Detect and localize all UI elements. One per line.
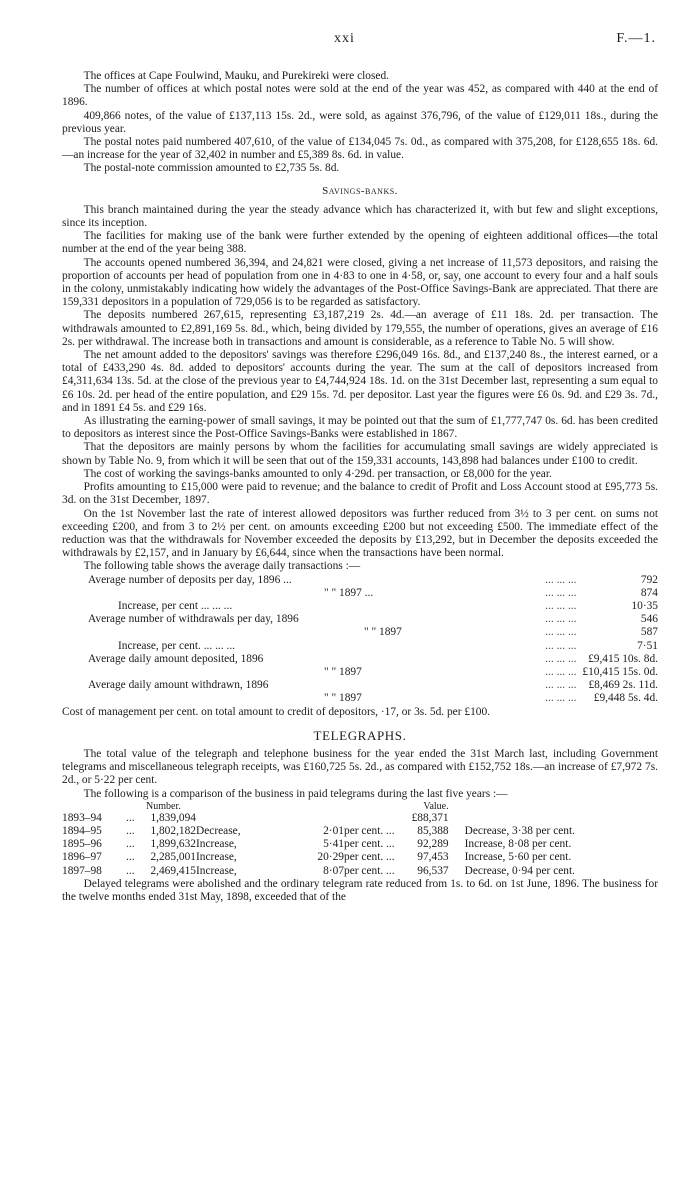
leader-dots-cell: ...	[126, 851, 135, 864]
row-label: Average daily amount withdrawn, 1896	[88, 679, 269, 692]
table-row	[62, 825, 632, 838]
percent-cell: 20·29	[317, 851, 344, 864]
leader-dots: ... ... ...	[545, 665, 577, 678]
value-change-cell	[449, 812, 632, 825]
number-cell: 2,285,001	[150, 851, 196, 864]
value-percent-suffix: per cent.	[535, 824, 576, 837]
paragraph: As illustrating the earning-power of small savings, it may be pointed out that the sum of £1,777,747 0s. 6d. has been credited to depositors as interest since the Post-Office Savings-Banks were established in 1867.	[62, 415, 658, 441]
value-change-label: Decrease,	[464, 824, 510, 837]
year-cell: 1895–96	[62, 838, 102, 851]
table-row	[62, 865, 632, 878]
table-row	[88, 600, 658, 613]
row-value: 587	[640, 626, 658, 639]
change-cell: Increase,	[196, 851, 237, 864]
value-percent-suffix: per cent.	[532, 838, 572, 851]
leader-dots: ... ... ...	[545, 626, 577, 639]
paragraph: The offices at Cape Foulwind, Mauku, and Purekireki were closed.	[83, 70, 390, 82]
table-header-row	[62, 801, 632, 812]
table-row	[88, 666, 658, 679]
percent-cell: 2·01	[323, 824, 344, 837]
cost-of-management-line: Cost of management per cent. on total amount to credit of depositors, ·17, or 3s. 5d. per £100.	[62, 705, 491, 718]
table-row	[88, 653, 658, 666]
number-cell: 1,839,094	[150, 811, 196, 824]
column-header-number: Number.	[146, 800, 181, 812]
row-label: Average number of deposits per day, 1896 ...	[88, 573, 292, 586]
row-value: 10·35	[631, 599, 658, 612]
value-change-percent: 5·60	[508, 851, 530, 864]
number-cell: 2,469,415	[150, 864, 196, 877]
document-page	[62, 32, 658, 904]
percent-suffix-cell: per cent. ...	[344, 851, 395, 864]
paragraph: The postal notes paid numbered 407,610, of the value of £134,045 7s. 0d., as compared with 375,208, for £128,655 18s. 6d.—an increase for the year of 32,402 in number and £5,389 8s. 6d. in value.	[62, 136, 658, 162]
row-label: Increase, per cent. ... ... ...	[118, 639, 236, 652]
leader-dots-cell: ...	[126, 864, 135, 877]
paragraph: The deposits numbered 267,615, representing £3,187,219 2s. 4d.—an average of £11 18s. 2d. per transaction. The withdrawals amounted to £2,891,169 5s. 8d., which, being divided by 179,555, the number of operations, gives an average of £16 2s. per withdrawal. The increase both in transactions and amount is considerable, as a reference to Table No. 5 will show.	[62, 309, 658, 348]
year-cell: 1896–97	[62, 851, 102, 864]
paragraph: The accounts opened numbered 36,394, and 24,821 were closed, giving a net increase of 11,573 depositors, and raising the proportion of accounts per head of population from one in 4·83 to one in 4·58, or, say, one account to every four and a half souls in the colony, unmistakably indicating how widely the advantages of the Post-Office Savings-Bank are appreciated. That there are 159,331 depositors in a population of 729,056 is to be regarded as satisfactory.	[62, 256, 658, 309]
row-value: 792	[640, 573, 658, 586]
change-cell: Increase,	[196, 864, 237, 877]
year-cell: 1894–95	[62, 824, 102, 837]
paragraph: The cost of working the savings-banks amounted to only 4·29d. per transaction, or £8,000 for the year.	[83, 467, 552, 480]
paragraph: The following is a comparison of the business in paid telegrams during the last five years :—	[83, 787, 508, 800]
paragraph: Delayed telegrams were abolished and the ordinary telegram rate reduced from 1s. to 6d. on 1st June, 1896. The business for the twelve months ended 31st May, 1898, exceeded that of the	[62, 877, 658, 903]
paragraph: That the depositors are mainly persons by whom the facilities for accumulating small savings are widely appreciated is shown by Table No. 9, from which it will be seen that out of the 159,331 accounts, 143,898 had balances under £100 to credit.	[62, 441, 658, 467]
year-cell: 1893–94	[62, 811, 102, 824]
leader-dots: ... ... ...	[545, 679, 577, 692]
paragraph: The following table shows the average daily transactions :—	[83, 560, 361, 573]
value-change-percent: 0·94	[512, 864, 533, 877]
table-row	[88, 626, 658, 639]
percent-suffix-cell: per cent. ...	[344, 864, 395, 877]
paragraph: Profits amounting to £15,000 were paid to revenue; and the balance to credit of Profit and Loss Account stood at £95,773 5s. 3d. on the 31st December, 1897.	[62, 481, 658, 507]
leader-dots: ... ... ...	[545, 692, 577, 705]
value-cell: 97,453	[417, 851, 449, 864]
leader-dots: ... ... ...	[545, 599, 577, 612]
table-row	[88, 640, 658, 653]
value-percent-suffix: per cent.	[532, 851, 572, 864]
table-row	[62, 851, 632, 864]
paragraph: The net amount added to the depositors' savings was therefore £296,049 16s. 8d., and £137,240 8s., the interest earned, or a total of £433,290 4s. 8d. added to depositors' accounts during the year. The sum at the call of depositors increased from £4,311,634 13s. 5d. at the close of the previous year to £4,744,924 18s. 1d. on the 31st December last, representing a sum equal to £6 10s. 2d. per head of the entire population, and £29 15s. 7d. per depositor. Last year the figures were £6 0s. 9d. and £29 3s. 7d., and in 1891 £4 5s. and £29 16s.	[62, 349, 658, 414]
average-daily-transactions-table	[88, 574, 658, 706]
page-number: xxi	[334, 31, 355, 46]
leader-dots: ... ... ...	[545, 586, 577, 599]
running-head	[62, 32, 658, 50]
table-row	[88, 692, 658, 705]
leader-dots: ... ... ...	[545, 652, 577, 665]
row-label: " " 1897	[324, 665, 362, 678]
row-label: " " 1897	[364, 626, 402, 639]
percent-suffix-cell: per cent. ...	[344, 824, 395, 837]
leader-dots: ... ... ...	[545, 573, 577, 586]
value-cell: £88,371	[411, 811, 449, 824]
section-heading-savings-banks: Savings-banks.	[322, 184, 398, 197]
value-change-cell	[449, 825, 632, 838]
percent-cell	[282, 812, 344, 825]
table-row	[88, 587, 658, 600]
row-value: £9,415 10s. 8d.	[588, 652, 658, 665]
row-label: Average daily amount deposited, 1896	[88, 652, 264, 665]
paragraph: This branch maintained during the year the steady advance which has characterized it, with but few and slight exceptions, since its inception.	[62, 203, 658, 230]
row-label: " " 1897	[324, 692, 362, 705]
paragraph: The facilities for making use of the bank were further extended by the opening of eighteen additional offices—the total number at the end of the year being 388.	[62, 230, 658, 256]
leader-dots-cell: ...	[126, 824, 135, 837]
number-cell: 1,802,182	[150, 824, 196, 837]
paragraph: 409,866 notes, of the value of £137,113 15s. 2d., were sold, as against 376,796, of the value of £129,011 18s., during the previous year.	[62, 109, 658, 135]
leader-dots-cell: ...	[126, 811, 135, 824]
row-value: £9,448 5s. 4d.	[593, 692, 658, 705]
change-cell: Increase,	[196, 838, 237, 851]
value-cell: 85,388	[417, 824, 449, 837]
row-value: 874	[640, 586, 658, 599]
value-change-percent: 3·38	[512, 824, 533, 837]
table-row	[62, 812, 632, 825]
section-heading-telegraphs: TELEGRAPHS.	[313, 727, 407, 743]
value-change-label: Increase,	[464, 851, 506, 864]
column-header-value: Value.	[423, 800, 449, 812]
value-change-cell	[449, 851, 632, 864]
table-row	[88, 613, 658, 626]
paragraph: The number of offices at which postal notes were sold at the end of the year was 452, as compared with 440 at the end of 1896.	[62, 83, 658, 109]
leader-dots: ... ... ...	[545, 613, 577, 626]
leader-dots-cell: ...	[126, 838, 135, 851]
row-label: " " 1897 ...	[324, 586, 374, 599]
number-cell: 1,899,632	[150, 838, 196, 851]
change-cell: Decrease,	[196, 824, 241, 837]
value-cell: 96,537	[417, 864, 449, 877]
paper-code: F.—1.	[616, 31, 656, 46]
row-label: Average number of withdrawals per day, 1896	[88, 613, 299, 626]
row-value: £8,469 2s. 11d.	[588, 679, 658, 692]
row-value: £10,415 15s. 0d.	[582, 665, 658, 678]
leader-dots: ... ... ...	[545, 639, 577, 652]
row-value: 546	[640, 613, 658, 626]
paid-telegrams-table	[62, 801, 632, 878]
value-change-label: Increase,	[464, 838, 506, 851]
percent-cell: 8·07	[323, 864, 344, 877]
value-change-cell	[449, 838, 632, 851]
change-cell	[196, 812, 282, 825]
paragraph: On the 1st November last the rate of interest allowed depositors was further reduced from 3½ to 3 per cent. on sums not exceeding £200, and from 3 to 2½ per cent. on amounts exceeding £200 but not exceeding £500. The immediate effect of the reduction was that the withdrawals for November exceeded the deposits by £13,292, but in December the deposits exceeded the withdrawals by £2,157, and in January by £6,644, since when the transactions have been normal.	[62, 507, 658, 560]
percent-suffix-cell	[344, 812, 395, 825]
value-change-cell	[449, 865, 632, 878]
percent-cell: 5·41	[323, 838, 344, 851]
year-cell: 1897–98	[62, 864, 102, 877]
percent-suffix-cell: per cent. ...	[344, 838, 395, 851]
table-row	[62, 838, 632, 851]
value-cell: 92,289	[417, 838, 449, 851]
row-label: Increase, per cent ... ... ...	[118, 599, 233, 612]
paragraph: The total value of the telegraph and telephone business for the year ended the 31st March last, including Government telegrams and miscellaneous telegraph receipts, was £160,725 5s. 2d., as compared with £152,752 18s.—an increase of £7,972 7s. 2d., or 5·22 per cent.	[62, 747, 658, 787]
value-change-percent: 8·08	[508, 838, 530, 851]
value-change-label: Decrease,	[464, 864, 510, 877]
table-row	[88, 679, 658, 692]
row-value: 7·51	[637, 639, 658, 652]
paragraph: The postal-note commission amounted to £2,735 5s. 8d.	[83, 162, 340, 175]
table-row	[88, 574, 658, 587]
value-percent-suffix: per cent.	[535, 864, 576, 877]
